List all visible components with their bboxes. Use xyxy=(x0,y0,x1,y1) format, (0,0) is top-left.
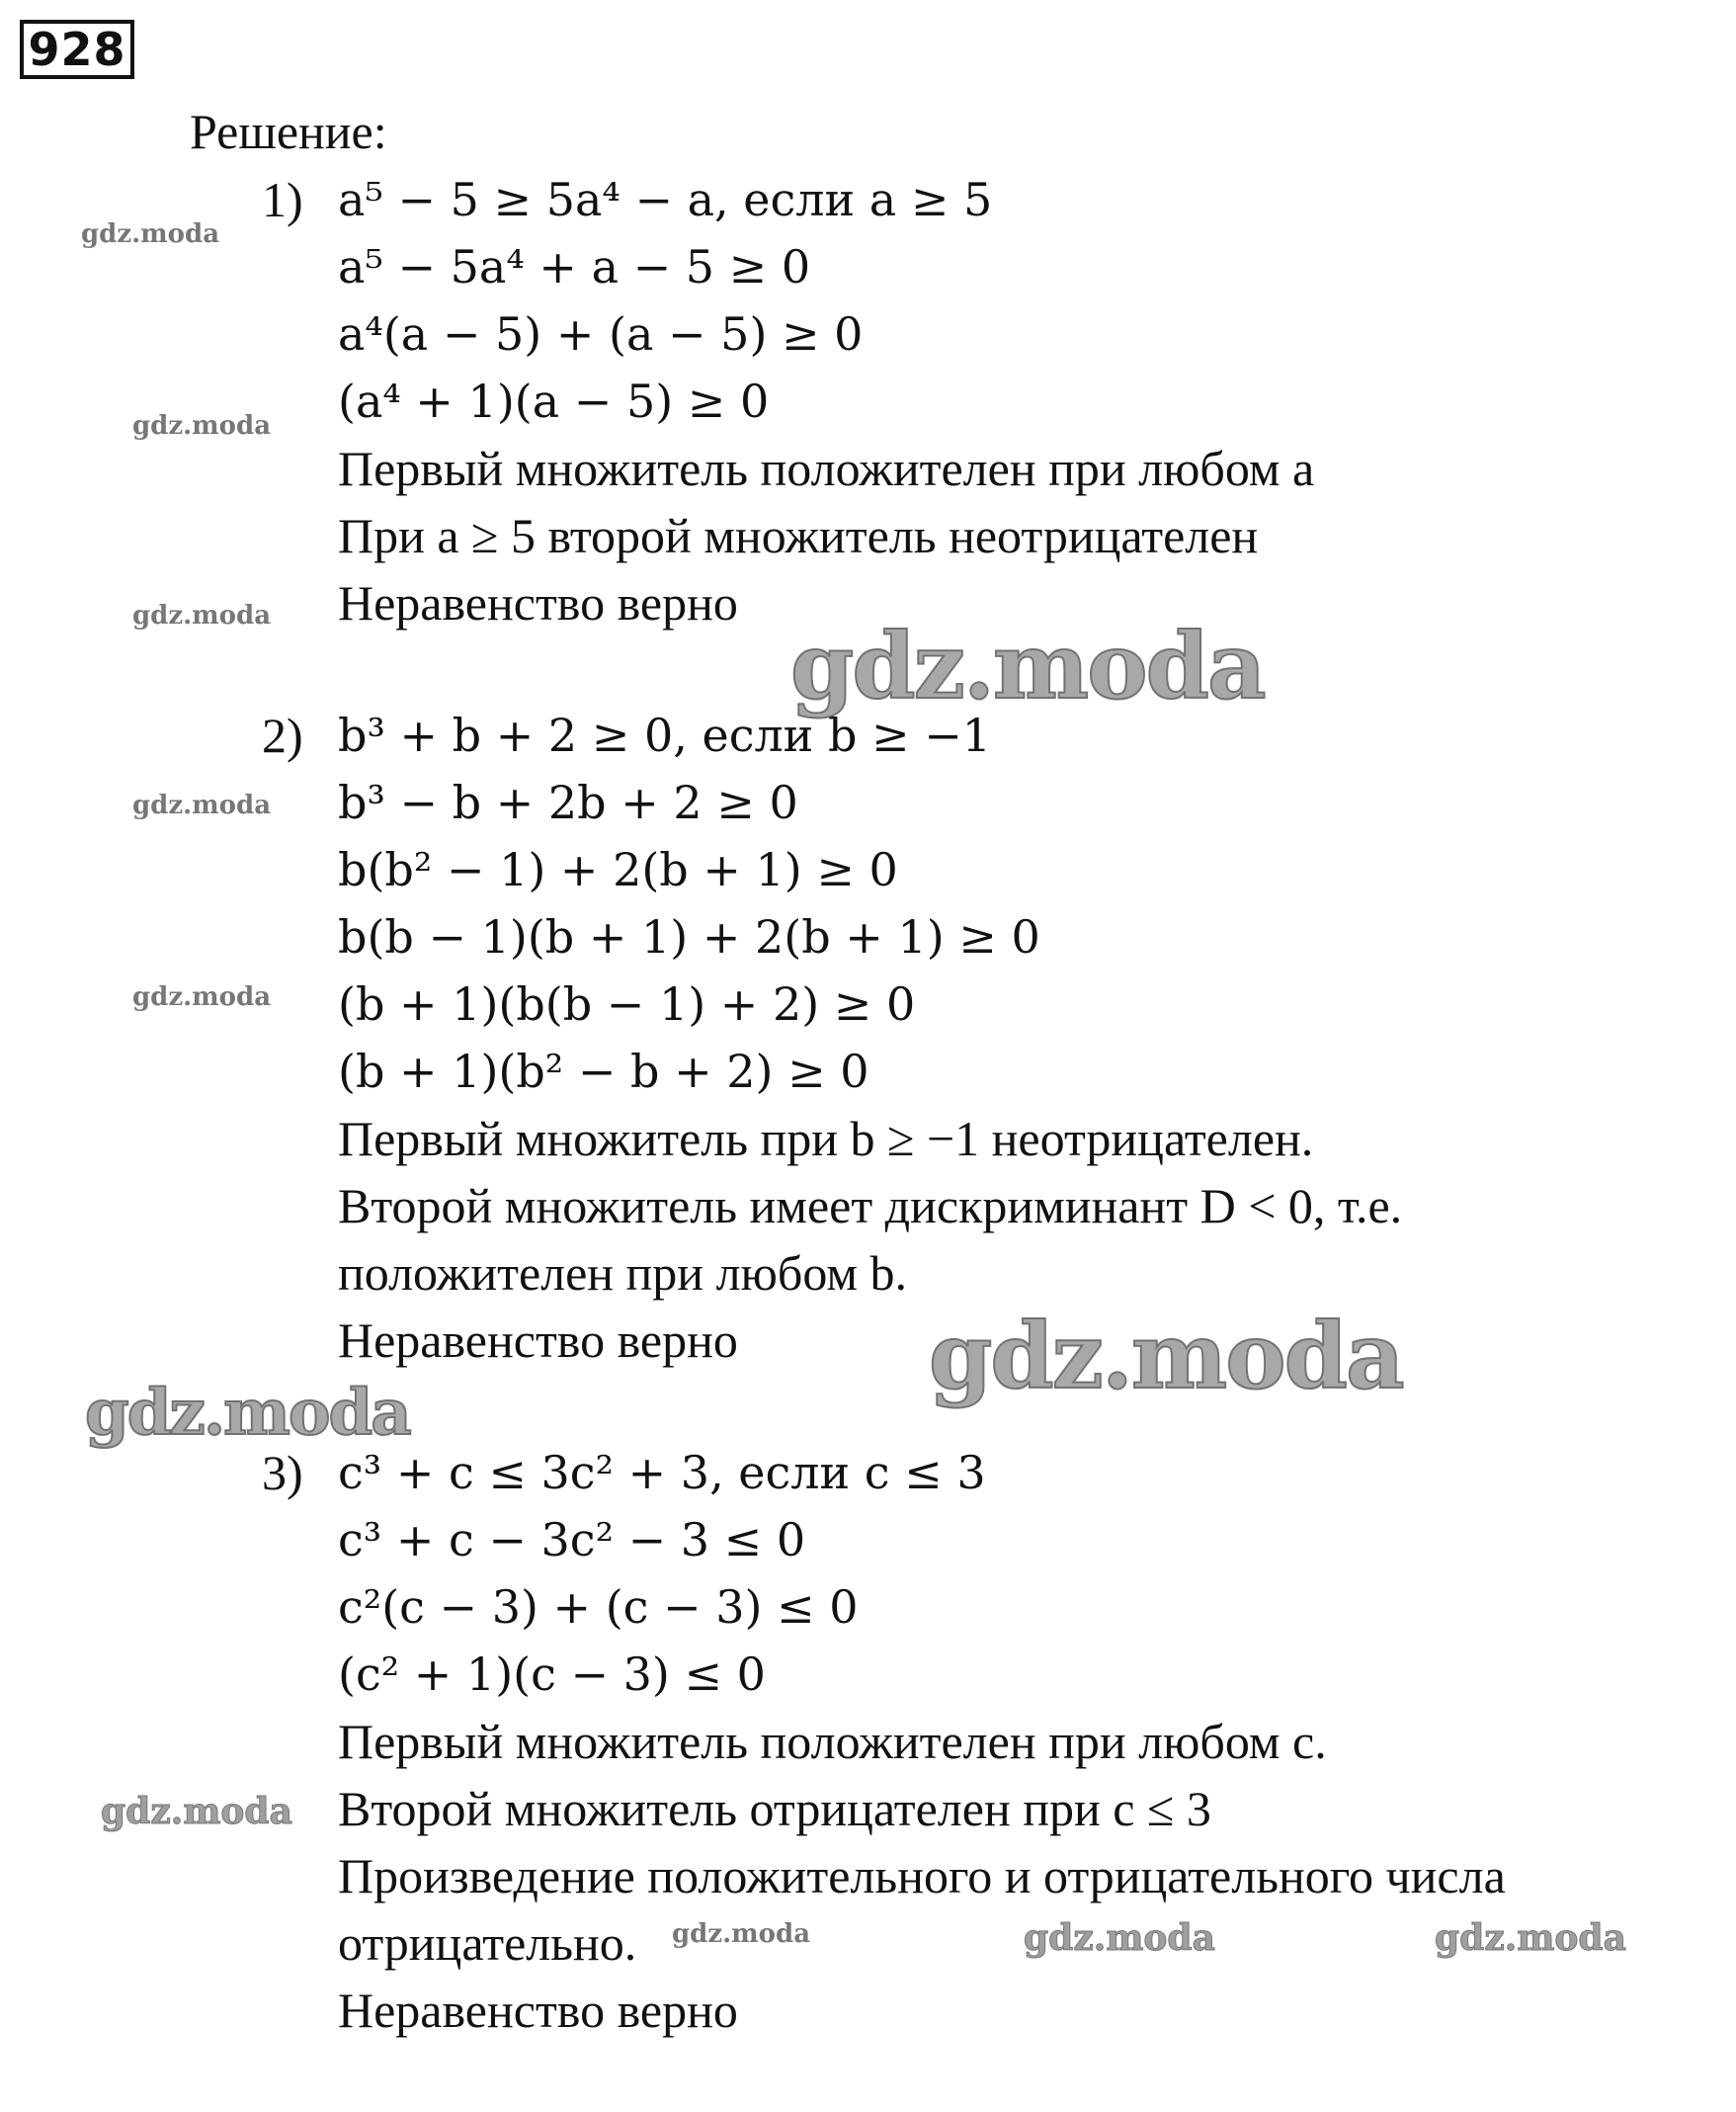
watermark: gdz.moda xyxy=(132,791,272,820)
part-2-line-7: Первый множитель при b ≥ −1 неотрицателен. xyxy=(338,1111,1314,1166)
watermark: gdz.moda xyxy=(132,411,272,441)
watermark: gdz.moda xyxy=(132,601,272,631)
part-1-line-5: Первый множитель положителен при любом a xyxy=(338,441,1315,496)
part-2-line-8: Второй множитель имеет дискриминант D < 0, т.е. xyxy=(338,1178,1403,1233)
part-3-line-4: (c² + 1)(c − 3) ≤ 0 xyxy=(338,1647,766,1701)
part-2-line-4: b(b − 1)(b + 1) + 2(b + 1) ≥ 0 xyxy=(338,910,1040,964)
part-3-line-8: отрицательно. xyxy=(338,1915,637,1971)
part-3-line-5: Первый множитель положителен при любом c. xyxy=(338,1714,1327,1769)
solution-heading: Решение: xyxy=(190,104,387,159)
watermark: gdz.moda xyxy=(790,613,1265,719)
part-2-number: 2) xyxy=(262,708,303,763)
part-3-line-1: c³ + c ≤ 3c² + 3, если c ≤ 3 xyxy=(338,1446,986,1499)
problem-number-box: 928 xyxy=(20,20,134,79)
watermark: gdz.moda xyxy=(1024,1917,1215,1959)
part-1-line-1: a⁵ − 5 ≥ 5a⁴ − a, если a ≥ 5 xyxy=(338,173,993,226)
watermark: gdz.moda xyxy=(672,1919,811,1949)
watermark: gdz.moda xyxy=(1435,1917,1626,1959)
watermark: gdz.moda xyxy=(132,982,272,1012)
part-1-line-2: a⁵ − 5a⁴ + a − 5 ≥ 0 xyxy=(338,240,811,294)
watermark: gdz.moda xyxy=(81,219,220,249)
part-2-line-3: b(b² − 1) + 2(b + 1) ≥ 0 xyxy=(338,843,898,896)
part-2-line-10: Неравенство верно xyxy=(338,1312,738,1368)
part-3-line-2: c³ + c − 3c² − 3 ≤ 0 xyxy=(338,1513,806,1566)
watermark: gdz.moda xyxy=(85,1376,410,1450)
part-2-line-2: b³ − b + 2b + 2 ≥ 0 xyxy=(338,776,798,829)
part-1-line-6: При a ≥ 5 второй множитель неотрицателен xyxy=(338,508,1259,563)
part-1-number: 1) xyxy=(262,172,303,227)
part-2-line-9: положителен при любом b. xyxy=(338,1245,908,1301)
part-2-line-6: (b + 1)(b² − b + 2) ≥ 0 xyxy=(338,1045,869,1098)
part-3-line-3: c²(c − 3) + (c − 3) ≤ 0 xyxy=(338,1580,859,1634)
part-1-line-7: Неравенство верно xyxy=(338,575,738,631)
watermark: gdz.moda xyxy=(101,1791,292,1832)
part-1-line-3: a⁴(a − 5) + (a − 5) ≥ 0 xyxy=(338,307,864,361)
part-1-line-4: (a⁴ + 1)(a − 5) ≥ 0 xyxy=(338,375,770,428)
part-2-line-1: b³ + b + 2 ≥ 0, если b ≥ −1 xyxy=(338,709,992,762)
part-3-number: 3) xyxy=(262,1445,303,1500)
part-3-line-6: Второй множитель отрицателен при c ≤ 3 xyxy=(338,1781,1211,1836)
part-2-line-5: (b + 1)(b(b − 1) + 2) ≥ 0 xyxy=(338,977,916,1031)
part-3-line-7: Произведение положительного и отрицательного числа xyxy=(338,1848,1506,1903)
part-3-line-9: Неравенство верно xyxy=(338,1983,738,2038)
watermark: gdz.moda xyxy=(929,1303,1403,1409)
